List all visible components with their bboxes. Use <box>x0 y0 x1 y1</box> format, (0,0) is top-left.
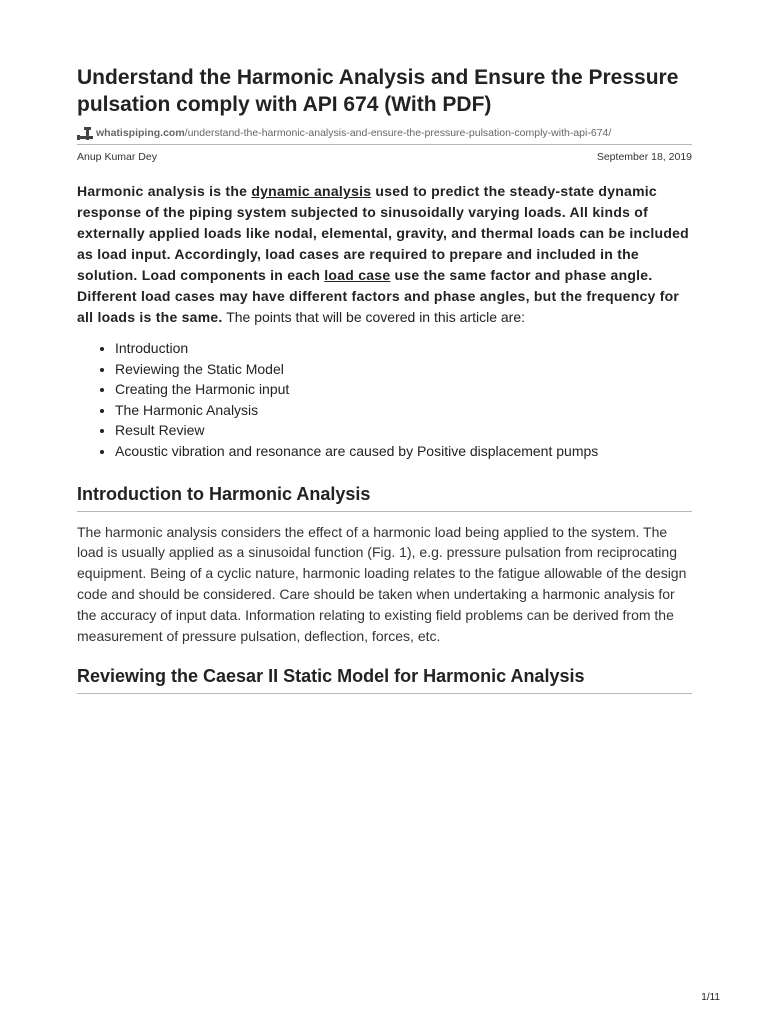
list-item: • The Harmonic Analysis <box>115 400 692 421</box>
section-heading-introduction: Introduction to Harmonic Analysis <box>77 482 692 512</box>
intro-bold-2: used to predict the steady-state dynamic response of the piping system subjected to sinusoidally varying loads. All kinds of externally applied loads like nodal, elemental, gravity, and thermal loads can be included as load input. Accordingly, load cases are required to prepare and included in the solution. Load components in each <box>77 183 689 283</box>
list-item: • Introduction <box>115 338 692 359</box>
article-title: Understand the Harmonic Analysis and Ensure the Pressure pulsation comply with API 674 (With PDF) <box>77 66 679 116</box>
intro-normal: The points that will be covered in this article are: <box>222 309 526 325</box>
introduction-paragraph: The harmonic analysis considers the effect of a harmonic load being applied to the system. The load is usually applied as a sinusoidal function (Fig. 1), e.g. pressure pulsation from reciprocating equipment. Being of a cyclic nature, harmonic loading relates to the fatigue allowable of the design code and should be considered. Care should be taken when undertaking a harmonic analysis for the accuracy of input data. Information relating to existing field problems can be derived from the measurement of pressure pulsation, deflection, forces, etc. <box>77 523 687 644</box>
list-item: • Reviewing the Static Model <box>115 359 692 380</box>
source-domain: whatispiping.com <box>96 127 185 139</box>
source-line <box>77 126 692 145</box>
intro-bold-3: use the same factor and phase angle. Different load cases may have different factors and phase angles, but the frequency for all loads is the same. <box>77 267 680 325</box>
load-case-link[interactable]: load case <box>324 267 391 283</box>
list-item: • Creating the Harmonic input <box>115 379 692 400</box>
points-list <box>77 338 692 462</box>
whatispiping-site-icon <box>77 126 93 140</box>
section-heading-static-model: Reviewing the Caesar II Static Model for Harmonic Analysis <box>77 664 692 694</box>
article-meta <box>77 151 692 163</box>
intro-bold-1: Harmonic analysis is the <box>77 183 252 199</box>
page-number: 1/11 <box>701 992 720 1003</box>
source-url[interactable] <box>96 127 611 139</box>
publish-date: September 18, 2019 <box>596 151 692 163</box>
dynamic-analysis-link[interactable]: dynamic analysis <box>251 183 372 199</box>
intro-paragraph <box>77 181 692 328</box>
list-item: • Acoustic vibration and resonance are caused by Positive displacement pumps <box>115 441 692 462</box>
source-path: /understand-the-harmonic-analysis-and-ensure-the-pressure-pulsation-comply-with-api-674/ <box>184 127 612 139</box>
article <box>77 64 692 694</box>
list-item: • Result Review <box>115 420 692 441</box>
author: Anup Kumar Dey <box>77 151 157 163</box>
